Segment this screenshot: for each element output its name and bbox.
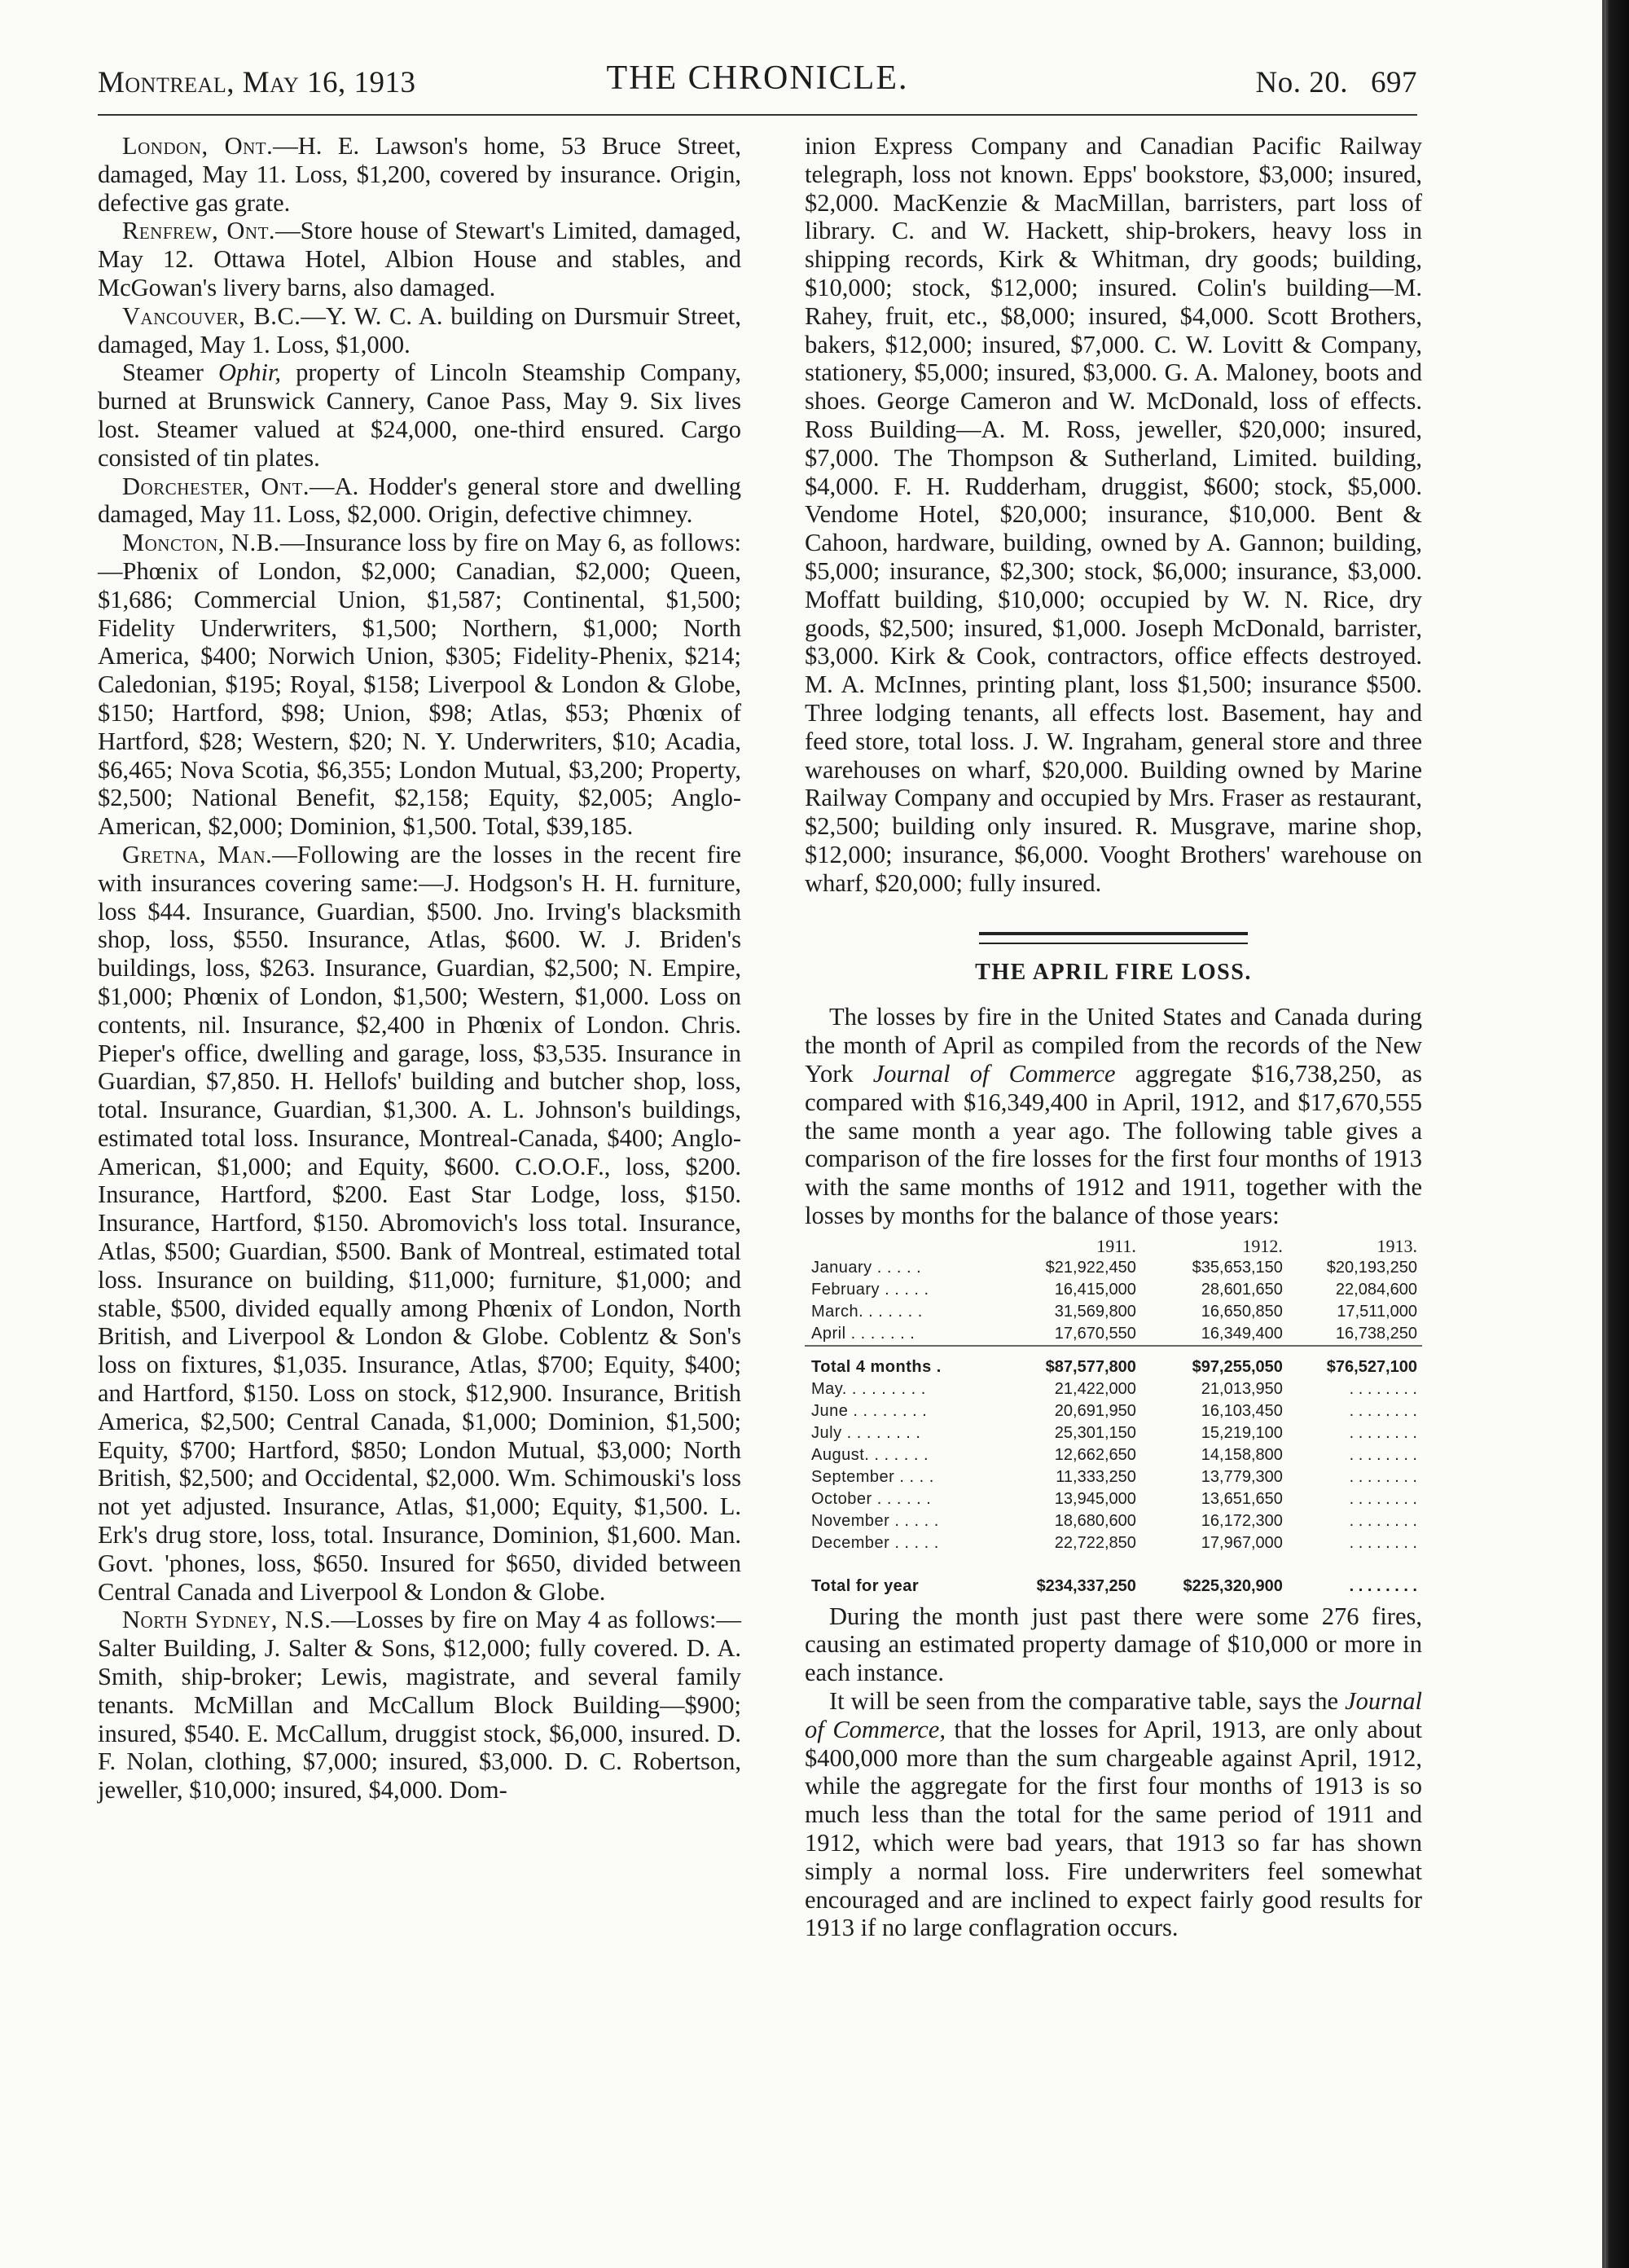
- report-text: Steamer: [122, 358, 218, 387]
- fire-loss-table: [805, 1235, 1422, 1598]
- value-1912: 16,650,850: [1201, 1302, 1283, 1321]
- place-north-sydney: North Sydney, N.S.: [122, 1606, 332, 1634]
- value-1913: . . . . . . . .: [1349, 1379, 1417, 1398]
- total-1913: $76,527,100: [1326, 1357, 1417, 1376]
- value-1913: . . . . . . . .: [1349, 1489, 1417, 1508]
- table-row: [805, 1488, 1422, 1510]
- table-separator: [805, 1346, 1422, 1356]
- header-rule: [98, 114, 1417, 116]
- total-four-months: [805, 1346, 1422, 1378]
- place-renfrew: Renfrew, Ont.: [122, 217, 276, 245]
- value-1911: 18,680,600: [1054, 1511, 1136, 1530]
- table-header-row: [805, 1235, 1422, 1257]
- month-label: October . . . . . .: [811, 1489, 932, 1508]
- total-year-1912: $225,320,900: [1183, 1576, 1283, 1595]
- remaining-months: [805, 1378, 1422, 1554]
- report-text: —Store house of Stewart's Limited, damaged, May 12. Ottawa Hotel, Albion House and stables, and McGowan's livery barns, also damaged.: [98, 217, 741, 301]
- month-label: June . . . . . . . .: [811, 1401, 928, 1420]
- value-1911: 22,722,850: [1054, 1533, 1136, 1552]
- report-london: [98, 132, 741, 217]
- report-steamer: [98, 358, 741, 472]
- issue-number: No. 20.: [1255, 66, 1348, 99]
- value-1913: . . . . . . . .: [1349, 1511, 1417, 1530]
- year-1913: 1913.: [1377, 1235, 1417, 1256]
- total-1911: $87,577,800: [1045, 1357, 1136, 1376]
- total-year-1911: $234,337,250: [1036, 1576, 1136, 1595]
- value-1912: 17,967,000: [1201, 1533, 1283, 1552]
- year-1911: 1911.: [1096, 1235, 1136, 1256]
- first-four-months: [805, 1257, 1422, 1346]
- value-1911: $21,922,450: [1045, 1258, 1136, 1277]
- value-1911: 13,945,000: [1054, 1489, 1136, 1508]
- report-dorchester: [98, 472, 741, 530]
- april-para-3: [805, 1687, 1422, 1942]
- page-header: [98, 55, 1417, 104]
- value-1911: 20,691,950: [1054, 1401, 1136, 1420]
- month-label: July . . . . . . . .: [811, 1423, 921, 1442]
- steamer-name: Ophir,: [217, 358, 282, 387]
- month-label: May. . . . . . . . .: [811, 1379, 926, 1398]
- report-vancouver: [98, 302, 741, 359]
- value-1913: . . . . . . . .: [1349, 1533, 1417, 1552]
- april-para-2: During the month just past there were some 276 fires, causing an estimated property damage of $10,000 or more in each instance.: [805, 1602, 1422, 1687]
- report-text: —Losses by fire on May 4 as follows:—Salter Building, J. Salter & Sons, $12,000; fully covered. D. A. Smith, ship-broker; Lewis, magistrate, and several family tenants. McMillan and McCallum Block Building—$900; insured, $540. E. McCallum, druggist stock, $6,000, insured. D. F. Nolan, clothing, $7,000; insured, $3,000. D. C. Robertson, jeweller, $10,000; insured, $4,000. Dom-: [98, 1606, 741, 1804]
- value-1911: 16,415,000: [1054, 1280, 1136, 1299]
- value-1913: . . . . . . . .: [1349, 1467, 1417, 1486]
- left-column: [98, 132, 741, 1804]
- right-column: [805, 132, 1422, 1942]
- value-1911: 21,422,000: [1054, 1379, 1136, 1398]
- place-moncton: Moncton, N.B.: [122, 529, 280, 557]
- table-row: [805, 1279, 1422, 1301]
- intro-text: The losses by fire in the United States and Canada during the month of April as compiled from the records of the New York: [805, 1003, 1422, 1088]
- journal-name: Journal of Commerce,: [805, 1687, 1422, 1743]
- para-text: It will be seen from the comparative table, says the: [829, 1687, 1346, 1716]
- value-1913: 16,738,250: [1335, 1324, 1417, 1343]
- table-row: [805, 1510, 1422, 1532]
- table-row: [805, 1532, 1422, 1554]
- month-label: September . . . .: [811, 1467, 934, 1486]
- para-text: that the losses for April, 1913, are only about $400,000 more than the sum chargeable against April, 1912, while the aggregate for the first four months of 1913 is so much less than the total for the same period of 1911 and 1912, which were bad years, that 1913 so far has shown simply a normal loss. Fire underwriters feel somewhat encouraged and are inclined to expect fairly good results for 1913 if no large conflagration occurs.: [805, 1715, 1422, 1942]
- value-1913: . . . . . . . .: [1349, 1445, 1417, 1464]
- report-text: —Y. W. C. A. building on Dursmuir Street, damaged, May 1. Loss, $1,000.: [98, 301, 741, 358]
- value-1912: 28,601,650: [1201, 1280, 1283, 1299]
- month-label: April . . . . . . .: [811, 1324, 915, 1343]
- value-1913: 17,511,000: [1337, 1302, 1417, 1321]
- report-text: —A. Hodder's general store and dwelling damaged, May 11. Loss, $2,000. Origin, defective chimney.: [98, 472, 741, 529]
- value-1913: 22,084,600: [1335, 1280, 1417, 1299]
- issue-info: [1233, 65, 1417, 100]
- value-1912: 13,779,300: [1201, 1467, 1283, 1486]
- total-year-label: Total for year: [811, 1576, 920, 1595]
- report-text: property of Lincoln Steamship Company, burned at Brunswick Cannery, Canoe Pass, May 9. Six lives lost. Steamer valued at $24,000, one-third ensured. Cargo consisted of tin plates.: [98, 358, 741, 472]
- place-gretna: Gretna, Man.: [122, 840, 273, 868]
- table-row: [805, 1444, 1422, 1466]
- report-moncton: [98, 529, 741, 841]
- april-intro: [805, 1003, 1422, 1229]
- intro-text: aggregate $16,738,250, as compared with $16,349,400 in April, 1912, and $17,670,555 the same month a year ago. The following table gives a comparison of the fire losses for the first four months of 1913 with the same months of 1912 and 1911, together with the losses by months for the balance of those years:: [805, 1059, 1422, 1229]
- value-1912: 16,103,450: [1201, 1401, 1283, 1420]
- page-number: 697: [1371, 66, 1417, 99]
- month-label: January . . . . .: [811, 1258, 922, 1277]
- total-label: Total 4 months .: [811, 1357, 942, 1376]
- value-1912: 21,013,950: [1201, 1379, 1283, 1398]
- journal-name: Journal of Commerce: [872, 1059, 1116, 1088]
- report-gretna: [98, 841, 741, 1606]
- dateline: Montreal, May 16, 1913: [98, 66, 416, 99]
- place-london: London, Ont.: [122, 132, 274, 160]
- table-row: [805, 1323, 1422, 1346]
- value-1912: 16,172,300: [1201, 1511, 1283, 1530]
- month-label: August. . . . . . .: [811, 1445, 929, 1464]
- total-year-1913: . . . . . . . .: [1349, 1576, 1417, 1595]
- place-vancouver: Vancouver, B.C.: [122, 301, 301, 330]
- value-1913: . . . . . . . .: [1349, 1423, 1417, 1442]
- value-1911: 11,333,250: [1056, 1467, 1136, 1486]
- report-north-sydney: [98, 1606, 741, 1804]
- value-1911: 17,670,550: [1054, 1324, 1136, 1343]
- month-label: November . . . . .: [811, 1511, 939, 1530]
- year-1912: 1912.: [1242, 1235, 1283, 1256]
- value-1912: 15,219,100: [1201, 1423, 1283, 1442]
- total-4-row: [805, 1356, 1422, 1378]
- section-title: THE APRIL FIRE LOSS.: [975, 959, 1252, 985]
- value-1911: 25,301,150: [1054, 1423, 1136, 1442]
- value-1911: 12,662,650: [1054, 1445, 1136, 1464]
- table-row: [805, 1400, 1422, 1422]
- total-1912: $97,255,050: [1192, 1357, 1283, 1376]
- page-binding: [1605, 0, 1629, 2268]
- value-1912: 14,158,800: [1201, 1445, 1283, 1464]
- value-1913: . . . . . . . .: [1349, 1401, 1417, 1420]
- table-row: [805, 1257, 1422, 1279]
- header-blank: [805, 1235, 995, 1257]
- value-1912: $35,653,150: [1192, 1258, 1283, 1277]
- total-year-row: [805, 1554, 1422, 1598]
- report-renfrew: [98, 217, 741, 301]
- total-year: [805, 1554, 1422, 1598]
- value-1912: 16,349,400: [1201, 1324, 1283, 1343]
- table-row: [805, 1378, 1422, 1400]
- report-text: —Insurance loss by fire on May 6, as follows:—Phœnix of London, $2,000; Canadian, $2,000; Queen, $1,686; Commercial Union, $1,587; Continental, $1,500; Fidelity Underwriters, $1,500; Northern, $1,000; North America, $400; Norwich Union, $305; Fidelity-Phenix, $214; Caledonian, $195; Royal, $158; Liverpool & London & Globe, $150; Hartford, $98; Union, $98; Atlas, $53; Phœnix of Hartford, $28; Western, $20; N. Y. Underwriters, $10; Acadia, $6,465; Nova Scotia, $6,355; London Mutual, $3,200; Property, $2,500; National Benefit, $2,158; Equity, $2,005; Anglo-American, $2,000; Dominion, $1,500. Total, $39,185.: [98, 529, 741, 841]
- place-dorchester: Dorchester, Ont.: [122, 472, 310, 500]
- value-1911: 31,569,800: [1054, 1302, 1136, 1321]
- month-label: December . . . . .: [811, 1533, 939, 1552]
- report-text: —Following are the losses in the recent fire with insurances covering same:—J. Hodgson's H. H. furniture, loss $44. Insurance, Guardian, $500. Jno. Irving's blacksmith shop, loss, $550. Insurance, Atlas, $600. W. J. Briden's buildings, loss, $263. Insurance, Guardian, $2,500; N. Empire, $1,000; Phœnix of London, $1,500; Western, $1,000. Loss on contents, nil. Insurance, $2,400 in Phœnix of London. Chris. Pieper's office, dwelling and garage, loss, $3,535. Insurance in Guardian, $7,850. H. Hellofs' building and butcher shop, loss, total. Insurance, Guardian, $1,300. A. L. Johnson's buildings, estimated total loss. Insurance, Montreal-Canada, $400; Anglo-American, $1,000; and Equity, $600. C.O.O.F., loss, $200. Insurance, Hartford, $200. East Star Lodge, loss, $150. Insurance, Hartford, $150. Abromovich's loss total. Insurance, Atlas, $500; Guardian, $500. Bank of Montreal, estimated total loss. Insurance on building, $11,000; furniture, $1,000; and stable, $500, divided equally among Phœnix of London, North British, and Liverpool & London & Globe. Coblentz & Son's loss on fixtures, $1,035. Insurance, Atlas, $700; Equity, $400; and Hartford, $150. Loss on stock, $12,900. Insurance, British America, $2,500; Central Canada, $1,000; Dominion, $1,500; Equity, $700; Hartford, $850; London Mutual, $3,000; North British, $2,500; and Occidental, $2,000. Wm. Schimouski's loss not yet adjusted. Insurance, Atlas, $1,000; Equity, $1,500. L. Erk's drug store, loss, total. Insurance, Dominion, $1,600. Man. Govt. 'phones, loss, $650. Insured for $650, divided between Central Canada and Liverpool & London & Globe.: [98, 840, 741, 1606]
- value-1912: 13,651,650: [1201, 1489, 1283, 1508]
- report-text: —H. E. Lawson's home, 53 Bruce Street, damaged, May 11. Loss, $1,200, covered by insurance. Origin, defective gas grate.: [98, 132, 741, 217]
- month-label: February . . . . .: [811, 1280, 929, 1299]
- month-label: March. . . . . . .: [811, 1302, 923, 1321]
- table-row: [805, 1422, 1422, 1444]
- report-continuation: inion Express Company and Canadian Pacific Railway telegraph, loss not known. Epps' bookstore, $3,000; insured, $2,000. MacKenzie & MacMillan, barristers, part loss of library. C. and W. Hackett, ship-brokers, heavy loss in shipping records, Kirk & Whitman, dry goods; building, $10,000; stock, $12,000; insured. Colin's building—M. Rahey, fruit, etc., $8,000; insured, $4,000. Scott Brothers, bakers, $12,000; insured, $7,000. C. W. Lovitt & Company, stationery, $5,000; insured, $3,000. G. A. Maloney, boots and shoes. George Cameron and W. McDonald, loss of effects. Ross Building—A. M. Ross, jeweller, $20,000; insured, $7,000. The Thompson & Sutherland, Limited. building, $4,000. F. H. Rudderham, druggist, $600; stock, $5,000. Vendome Hotel, $20,000; insurance, $10,000. Bent & Cahoon, hardware, building, owned by A. Gannon; building, $5,000; insurance, $2,300; stock, $6,000; insurance, $3,000. Moffatt building, $10,000; occupied by W. N. Rice, dry goods, $2,500; insured, $1,000. Joseph McDonald, barrister, $3,000. Kirk & Cook, contractors, office effects destroyed. M. A. McInnes, printing plant, loss $1,500; insurance $500. Three lodging tenants, all effects lost. Basement, hay and feed store, total loss. J. W. Ingraham, general store and three warehouses on wharf, $20,000. Building owned by Marine Railway Company and occupied by Mrs. Fraser as restaurant, $2,500; building only insured. R. Musgrave, marine shop, $12,000; insurance, $6,000. Vooght Brothers' warehouse on wharf, $20,000; fully insured.: [805, 132, 1422, 897]
- table-row: [805, 1466, 1422, 1488]
- table-row: [805, 1301, 1422, 1323]
- section-divider: [979, 932, 1248, 944]
- value-1913: $20,193,250: [1326, 1258, 1417, 1277]
- publication-title: THE CHRONICLE.: [606, 59, 909, 97]
